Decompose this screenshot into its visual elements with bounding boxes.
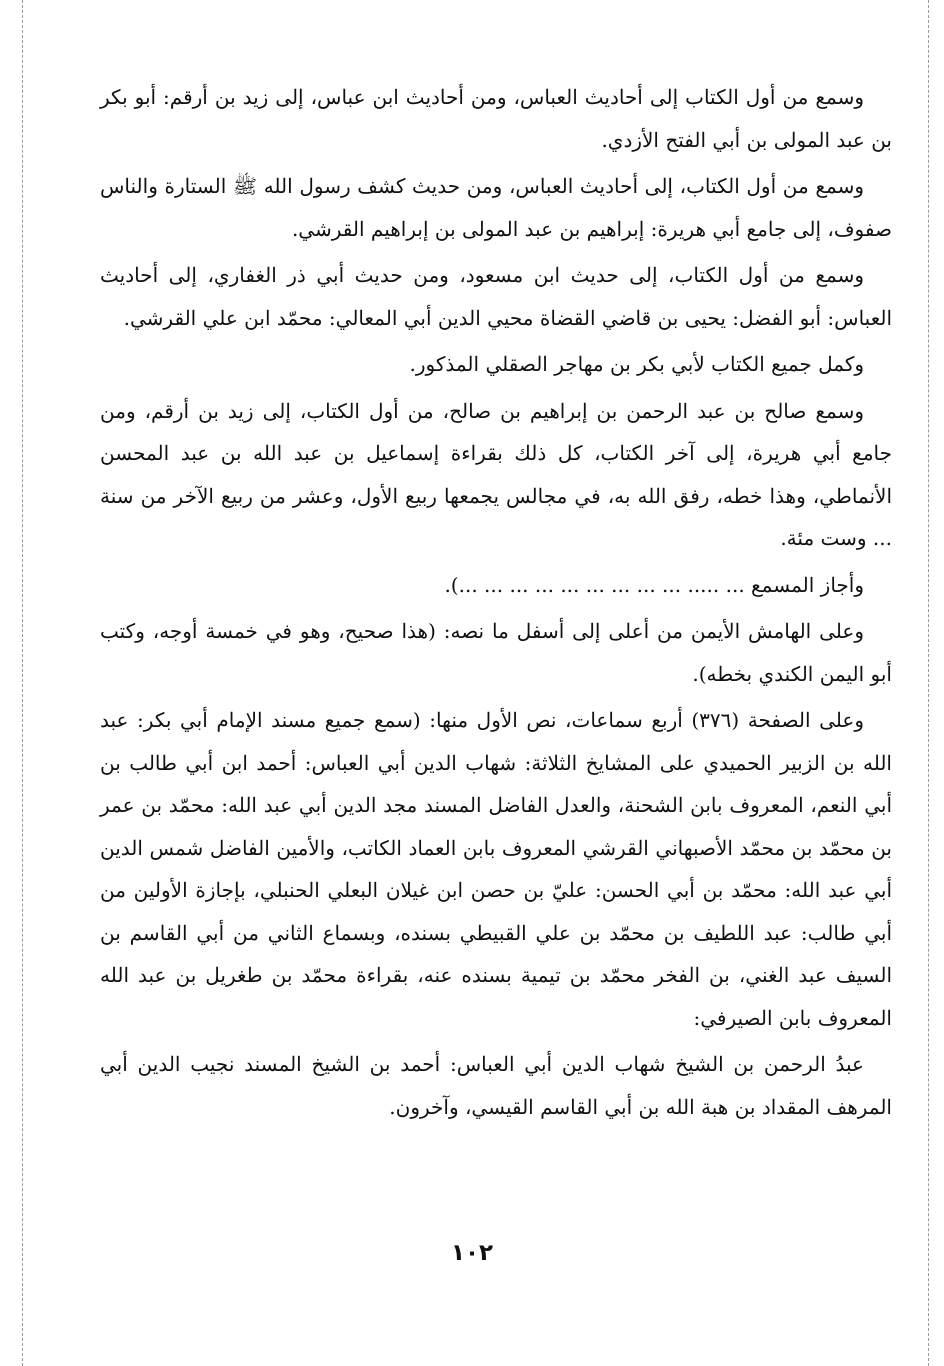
paragraph: وكمل جميع الكتاب لأبي بكر بن مهاجر الصقلي المذكور. xyxy=(409,352,864,376)
paragraph: وعلى الهامش الأيمن من أعلى إلى أسفل ما نصه: (هذا صحيح، وهو في خمسة أوجه، وكتب أبو اليمن الكندي بخطه). xyxy=(100,619,892,686)
scan-fold-line-right xyxy=(928,0,929,1366)
scan-fold-line-left xyxy=(22,0,23,1366)
paragraph: وعلى الصفحة (٣٧٦) أربع سماعات، نص الأول منها: (سمع جميع مسند الإمام أبي بكر: عبد الله بن الزبير الحميدي على المشايخ الثلاثة: شهاب الدين أبي العباس: أحمد ابن أبي طالب بن أبي النعم، المعروف بابن الشحنة، والعدل الفاضل المسند مجد الدين أبي عبد الله: محمّد بن عمر بن محمّد بن محمّد الأصبهاني القرشي المعروف بابن العماد الكاتب، والأمين الفاضل شمس الدين أبي عبد الله: محمّد بن أبي الحسن: عليّ بن حصن ابن غيلان البعلي الحنبلي، بإجازة الأولين من أبي طالب: عبد اللطيف بن محمّد بن علي القبيطي بسنده، وبسماع الثاني من أبي القاسم بن السيف عبد الغني، بن الفخر محمّد بن تيمية بسنده عنه، بقراءة محمّد بن طغريل بن عبد الله المعروف بابن الصيرفي: xyxy=(100,708,892,1030)
page-number: ١٠٢ xyxy=(450,1240,494,1266)
paragraph: وسمع من أول الكتاب، إلى أحاديث العباس، ومن حديث كشف رسول الله ﷺ الستارة والناس صفوف، إلى جامع أبي هريرة: إبراهيم بن عبد المولى بن إبراهيم القرشي. xyxy=(100,174,892,241)
paragraph: وسمع من أول الكتاب، إلى حديث ابن مسعود، ومن حديث أبي ذر الغفاري، إلى أحاديث العباس: أبو الفضل: يحيى بن قاضي القضاة محيي الدين أبي المعالي: محمّد ابن علي القرشي. xyxy=(100,263,892,330)
page-body xyxy=(100,76,892,1132)
paragraph: عبدُ الرحمن بن الشيخ شهاب الدين أبي العباس: أحمد بن الشيخ المسند نجيب الدين أبي المرهف المقداد بن هبة الله بن أبي القاسم القيسي، وآخرون. xyxy=(100,1052,892,1119)
paragraph: وسمع من أول الكتاب إلى أحاديث العباس، ومن أحاديث ابن عباس، إلى زيد بن أرقم: أبو بكر بن عبد المولى بن أبي الفتح الأزدي. xyxy=(100,85,892,152)
paragraph: وأجاز المسمع ... ..... ... ... ... ... ... ... ... ... ...). xyxy=(444,572,864,597)
paragraph: وسمع صالح بن عبد الرحمن بن إبراهيم بن صالح، من أول الكتاب، إلى زيد بن أرقم، ومن جامع أبي هريرة، إلى آخر الكتاب، كل ذلك بقراءة إسماعيل بن عبد الله بن عبد المحسن الأنماطي، وهذا خطه، رفق الله به، في مجالس يجمعها ربيع الأول، وعشر من ربيع الآخر من سنة ... وست مئة. xyxy=(100,398,892,550)
